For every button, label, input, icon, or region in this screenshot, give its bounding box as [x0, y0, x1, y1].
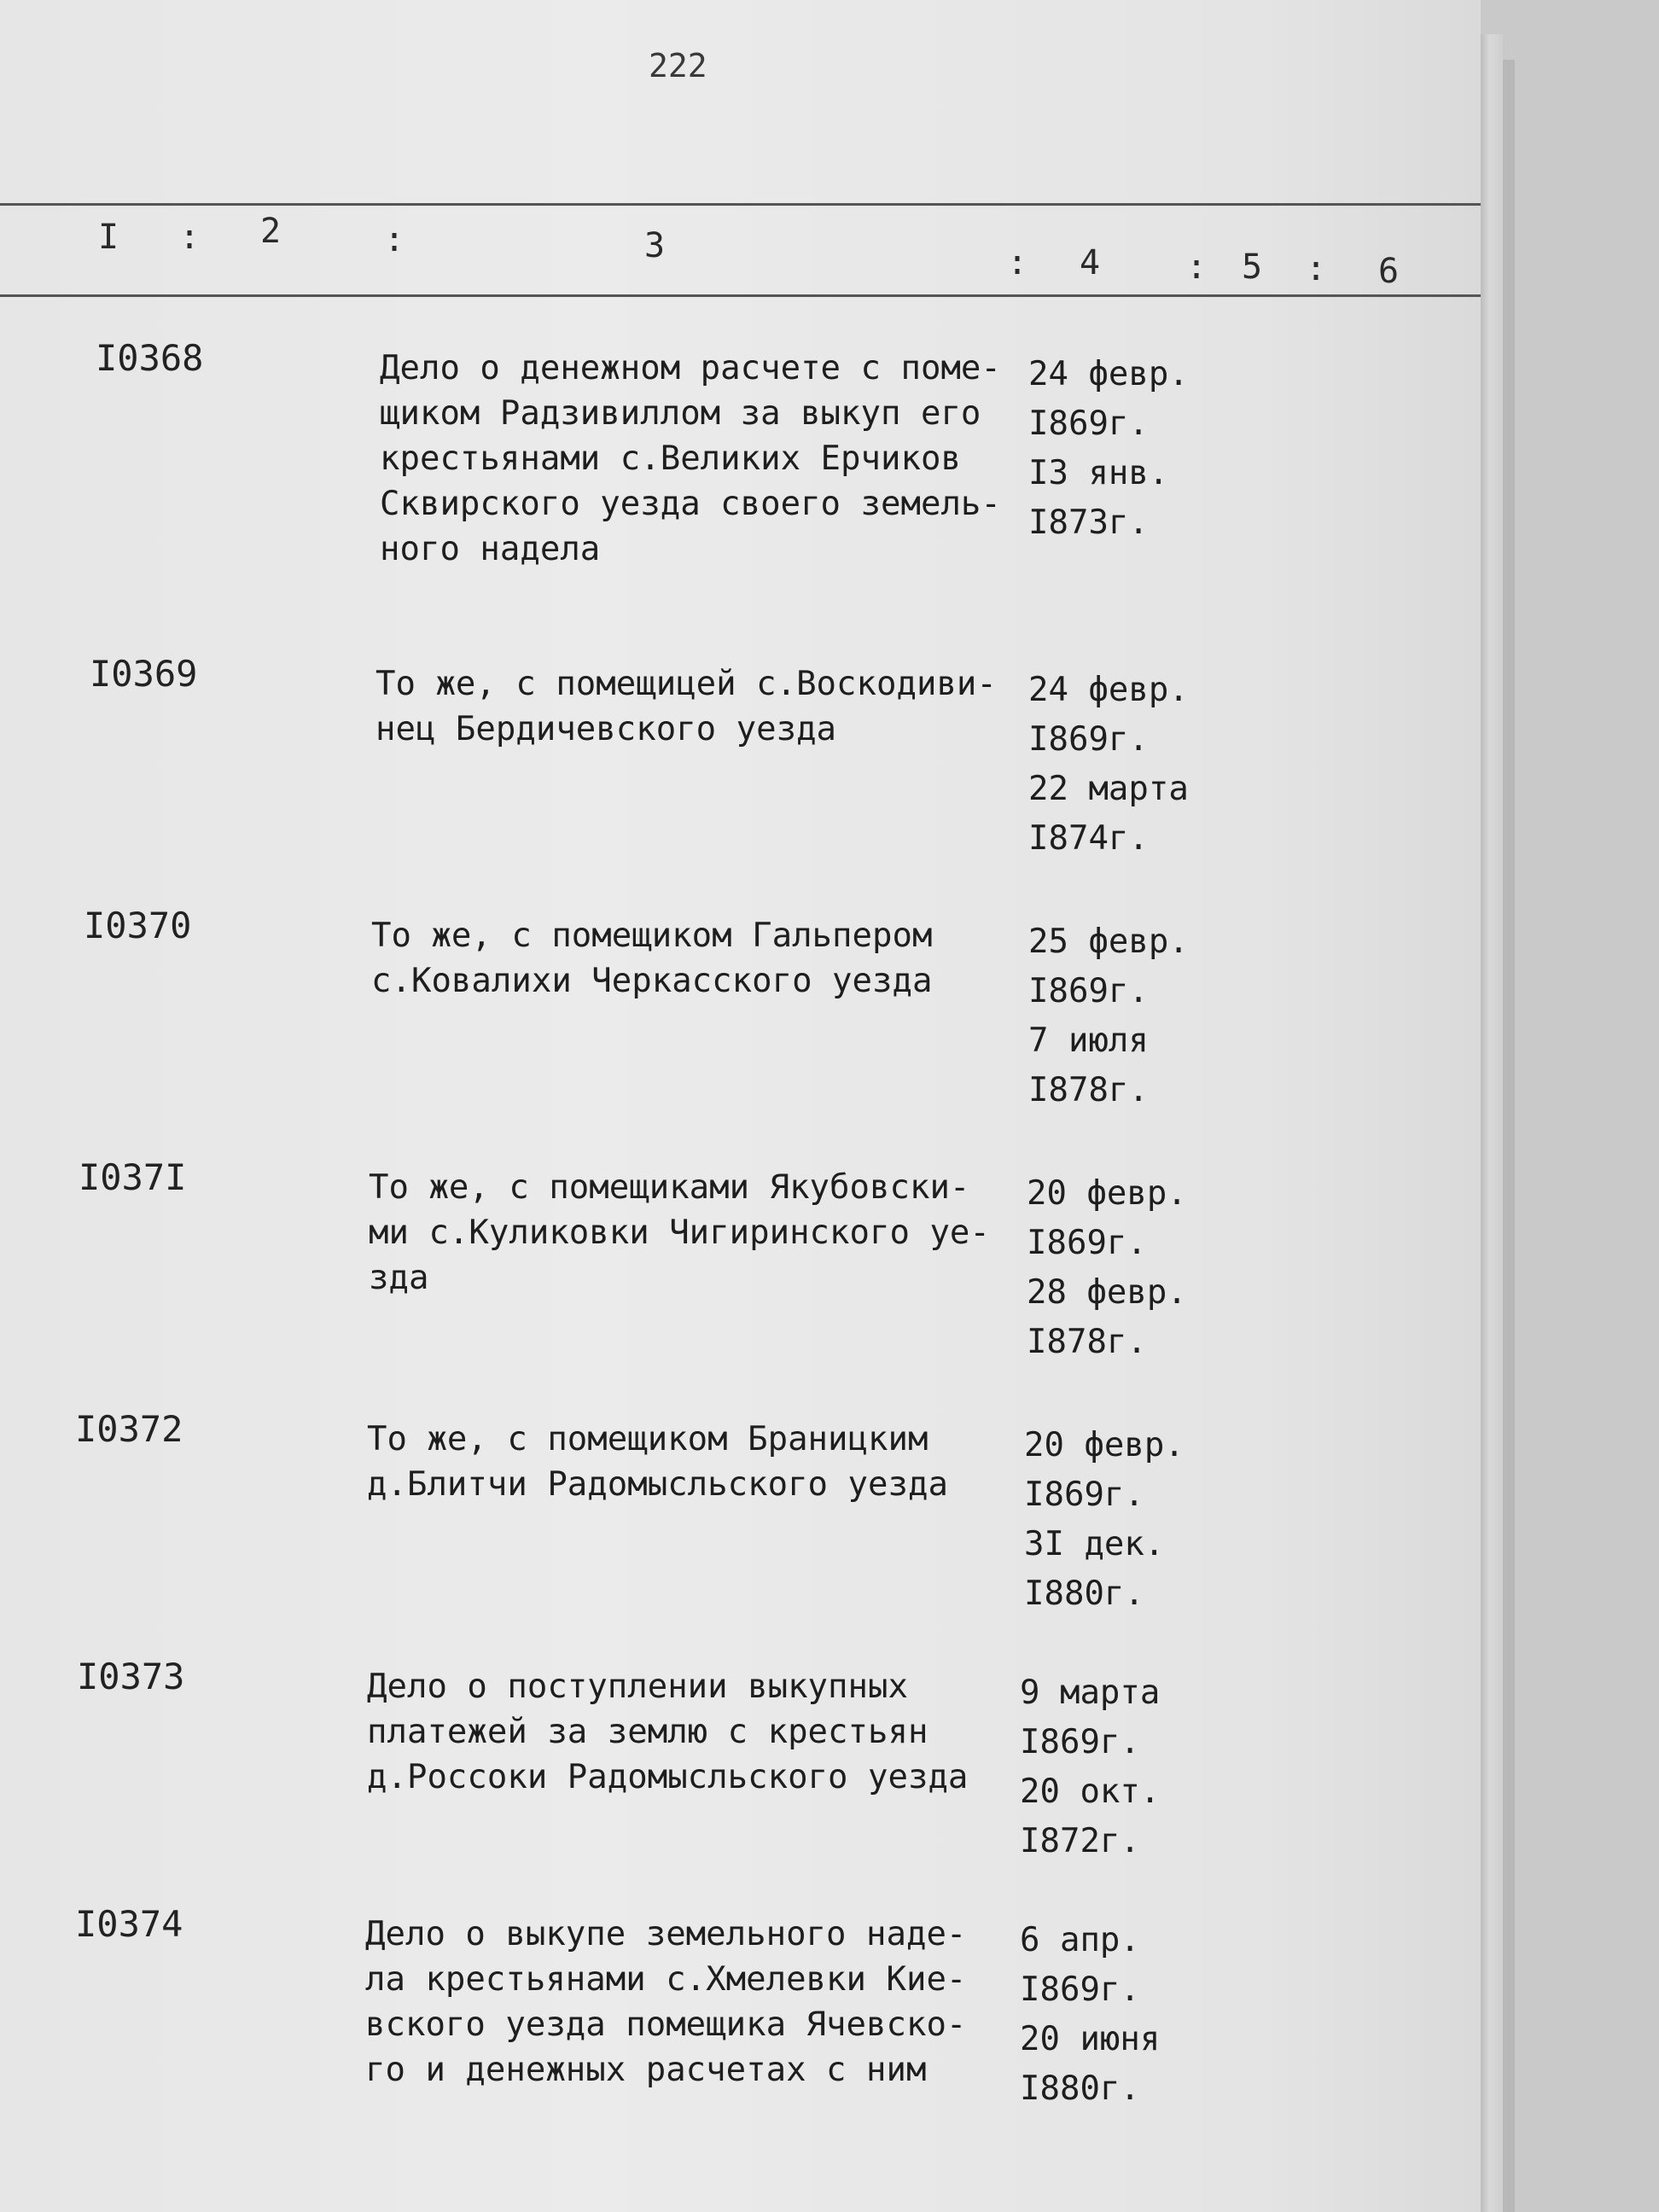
- date-line: I878г.: [1027, 1323, 1147, 1361]
- description-line: ми с.Куликовки Чигиринского уе-: [369, 1214, 990, 1252]
- entry-dates: [1028, 917, 1233, 1115]
- description-line: зда: [369, 1259, 429, 1297]
- date-line: 3I дек.: [1024, 1525, 1165, 1563]
- entry-number: I0369: [90, 653, 198, 695]
- description-line: с.Ковалихи Черкасского уезда: [371, 962, 933, 1000]
- date-line: 24 февр.: [1028, 355, 1189, 393]
- description-line: д.Блитчи Радомысльского уезда: [367, 1465, 948, 1504]
- entry-description: [365, 1912, 1014, 2093]
- description-line: платежей за землю с крестьян: [367, 1713, 928, 1751]
- date-line: 25 февр.: [1028, 923, 1189, 961]
- description-line: То же, с помещиком Браницким: [367, 1420, 928, 1458]
- date-line: I878г.: [1028, 1071, 1149, 1109]
- header-bottom-rule: [0, 294, 1481, 297]
- description-line: Дело о выкупе земельного наде-: [365, 1915, 967, 1953]
- date-line: I869г.: [1028, 720, 1149, 759]
- description-line: нец Бердичевского уезда: [375, 710, 837, 748]
- entry-description: [380, 346, 1028, 572]
- date-line: I880г.: [1020, 2069, 1140, 2108]
- date-line: 28 февр.: [1027, 1273, 1187, 1312]
- date-line: 24 февр.: [1028, 671, 1189, 709]
- entry-dates: [1020, 1668, 1225, 1866]
- description-line: щиком Радзивиллом за выкуп его: [380, 394, 981, 433]
- column-header-4: 4: [1080, 243, 1101, 282]
- column-separator: :: [1306, 249, 1327, 288]
- date-line: 20 февр.: [1024, 1426, 1185, 1464]
- date-line: 22 марта: [1028, 770, 1189, 808]
- entry-number: I0368: [96, 337, 204, 379]
- date-line: 20 окт.: [1020, 1773, 1161, 1811]
- date-line: 6 апр.: [1020, 1921, 1140, 1959]
- description-line: То же, с помещицей с.Воскодиви-: [375, 665, 997, 703]
- entry-number: I0374: [75, 1903, 183, 1945]
- entry-dates: [1027, 1169, 1231, 1367]
- date-line: I869г.: [1020, 1723, 1140, 1761]
- entry-description: [367, 1664, 1016, 1800]
- date-line: I869г.: [1027, 1224, 1147, 1262]
- column-header-2: 2: [260, 212, 282, 251]
- page-stack-edge: [1503, 60, 1515, 2212]
- date-line: I869г.: [1020, 1970, 1140, 2009]
- description-line: го и денежных расчетах с ним: [365, 2051, 927, 2089]
- entry-description: [369, 1165, 1017, 1301]
- column-separator: :: [1007, 243, 1028, 282]
- date-line: I869г.: [1024, 1476, 1144, 1514]
- date-line: I873г.: [1028, 504, 1149, 542]
- entry-dates: [1024, 1421, 1229, 1619]
- description-line: крестьянами с.Великих Ерчиков: [380, 439, 961, 478]
- date-line: I3 янв.: [1028, 454, 1169, 492]
- entry-dates: [1028, 350, 1233, 548]
- description-line: Дело о денежном расчете с поме-: [380, 349, 1001, 387]
- date-line: 9 марта: [1020, 1674, 1161, 1712]
- entry-number: I0373: [77, 1656, 185, 1697]
- description-line: ного надела: [380, 530, 601, 568]
- column-separator: :: [384, 220, 405, 259]
- date-line: 20 февр.: [1027, 1174, 1187, 1213]
- entry-number: I0372: [75, 1408, 183, 1450]
- entry-dates: [1028, 666, 1233, 864]
- header-top-rule: [0, 203, 1481, 206]
- date-line: 20 июня: [1020, 2020, 1161, 2058]
- date-line: 7 июля: [1028, 1022, 1149, 1060]
- column-header-5: 5: [1242, 247, 1263, 287]
- entry-description: [371, 913, 1020, 1004]
- page-number: 222: [649, 47, 707, 84]
- column-header-3: 3: [644, 226, 666, 265]
- description-line: ла крестьянами с.Хмелевки Кие-: [365, 1960, 967, 1999]
- column-separator: :: [1186, 247, 1208, 287]
- page-edge: [1481, 34, 1503, 2212]
- column-header-6: 6: [1378, 252, 1400, 291]
- date-line: I872г.: [1020, 1822, 1140, 1860]
- date-line: I874г.: [1028, 819, 1149, 858]
- description-line: вского уезда помещика Ячевско-: [365, 2005, 967, 2044]
- description-line: д.Россоки Радомысльского уезда: [367, 1758, 969, 1796]
- description-line: Сквирского уезда своего земель-: [380, 485, 1001, 523]
- description-line: То же, с помещиками Якубовски-: [369, 1168, 970, 1207]
- entry-number: I037I: [79, 1156, 187, 1198]
- entry-dates: [1020, 1916, 1225, 2114]
- column-header-1: I: [98, 218, 119, 257]
- date-line: I880г.: [1024, 1575, 1144, 1613]
- description-line: То же, с помещиком Гальпером: [371, 917, 933, 955]
- column-separator: :: [179, 218, 201, 257]
- description-line: Дело о поступлении выкупных: [367, 1668, 908, 1706]
- entry-description: [367, 1417, 1016, 1507]
- entry-description: [375, 661, 1024, 752]
- entry-number: I0370: [84, 905, 192, 946]
- date-line: I869г.: [1028, 405, 1149, 443]
- date-line: I869г.: [1028, 972, 1149, 1010]
